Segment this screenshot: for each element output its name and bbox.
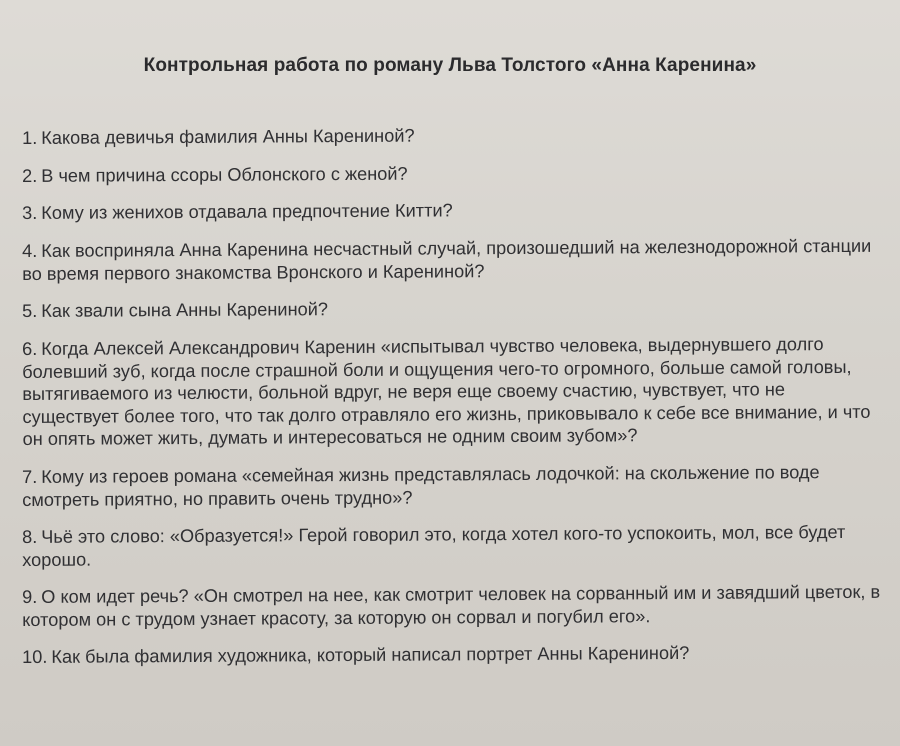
question-number: 6.: [22, 338, 38, 359]
question-text: О ком идет речь? «Он смотрел на нее, как смотрит человек на сорванный им и завядший цветок, в котором он с трудом узнает красоту, за которую он сорвал и погубил его».: [22, 581, 881, 630]
question-number: 3.: [22, 203, 38, 224]
question-number: 4.: [22, 240, 38, 261]
question-item-4: [22, 235, 882, 285]
question-item-5: [22, 295, 882, 323]
question-text: Чьё это слово: «Образуется!» Герой говорил это, когда хотел кого-то успокоить, мол, все будет хорошо.: [22, 521, 846, 570]
question-text: Какова девичья фамилия Анны Карениной?: [41, 125, 415, 148]
question-text: Как звали сына Анны Карениной?: [41, 299, 329, 321]
question-text: В чем причина ссоры Облонского с женой?: [41, 163, 408, 186]
question-number: 10.: [22, 646, 48, 668]
question-item-10: [22, 641, 882, 669]
question-text: Кому из женихов отдавала предпочтение Китти?: [41, 200, 453, 224]
question-text: Как была фамилия художника, который написал портрет Анны Карениной?: [51, 643, 690, 667]
question-number: 9.: [22, 586, 38, 607]
question-text: Кому из героев романа «семейная жизнь представлялась лодочкой: на скольжение по воде смотреть приятно, но править очень трудно»?: [22, 461, 820, 510]
question-number: 8.: [22, 526, 38, 547]
question-item-8: [22, 520, 882, 570]
question-item-6: [22, 332, 883, 450]
question-number: 7.: [22, 466, 38, 487]
question-item-7: [22, 460, 882, 510]
question-text: Как восприняла Анна Каренина несчастный случай, произошедший на железнодорожной станции во время первого знакомства Вронского и Карениной?: [22, 235, 872, 284]
question-number: 2.: [22, 165, 38, 186]
document-title: Контрольная работа по роману Льва Толстого «Анна Каренина»: [143, 55, 757, 76]
question-item-9: [22, 581, 882, 631]
question-list: [22, 127, 882, 684]
question-item-1: [22, 122, 882, 150]
question-number: 5.: [22, 300, 38, 321]
question-number: 1.: [22, 127, 38, 148]
question-item-2: [22, 159, 882, 187]
question-item-3: [22, 197, 882, 225]
question-text: Когда Алексей Александрович Каренин «испытывал чувство человека, выдернувшего долго болевший зуб, когда после страшной боли и ощущения чего-то огромного, больше самой головы, вытягиваемого из челюсти, больной вдруг, не веря еще своему счастию, чувствует, что не существует более того, что так долго отравляло его жизнь, приковывало к себе все внимание, и что он опять может жить, думать и интересоваться не одним своим зубом»?: [22, 333, 871, 449]
